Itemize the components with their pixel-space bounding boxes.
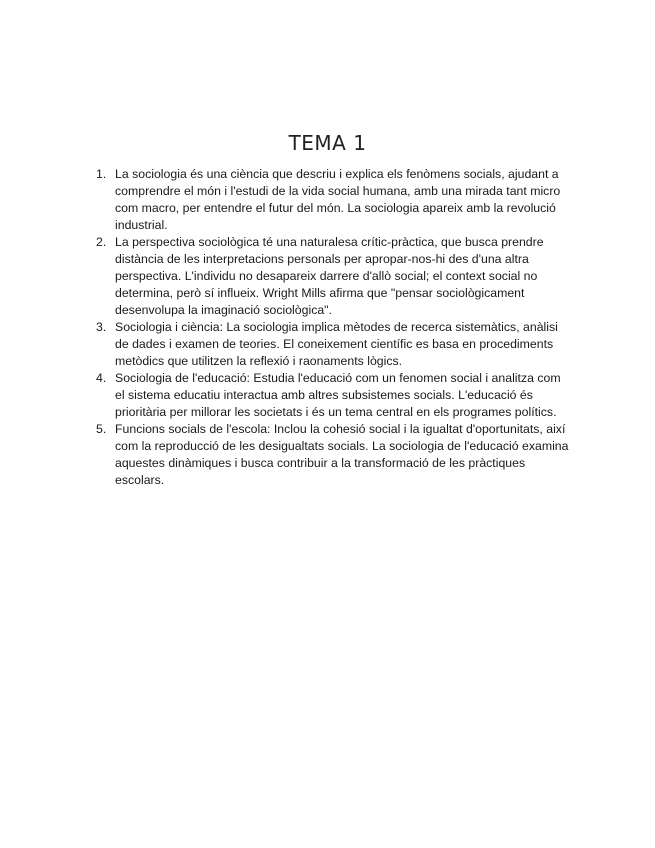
numbered-list xyxy=(92,166,572,489)
list-item-text: Sociologia de l'educació: Estudia l'educació com un fenomen social i analitza com el sistema educatiu interactua amb altres subsistemes socials. L'educació és prioritària per millorar les societats i és un tema central en els programes polítics. xyxy=(115,371,561,419)
list-item-number: 3. xyxy=(96,320,107,334)
page-title: TEMA 1 xyxy=(288,131,367,155)
list-item-text: La perspectiva sociològica té una naturalesa crític-pràctica, que busca prendre distància de les interpretacions personals per apropar-nos-hi des d'una altra perspectiva. L'individu no desapareix darrere d'allò social; el context social no determina, però sí influeix. Wright Mills afirma que "pensar sociològicament desenvolupa la imaginació sociològica". xyxy=(115,235,544,317)
list-item xyxy=(92,166,572,234)
list-item xyxy=(92,319,572,370)
list-item xyxy=(92,370,572,421)
list-item xyxy=(92,234,572,319)
list-item xyxy=(92,421,572,489)
list-item-number: 1. xyxy=(96,167,107,181)
list-item-text: Sociologia i ciència: La sociologia implica mètodes de recerca sistemàtics, anàlisi de dades i examen de teories. El coneixement científic es basa en procediments metòdics que utilitzen la reflexió i raonaments lògics. xyxy=(115,320,558,368)
list-item-text: La sociologia és una ciència que descriu i explica els fenòmens socials, ajudant a comprendre el món i l'estudi de la vida social humana, amb una mirada tant micro com macro, per entendre el futur del món. La sociologia apareix amb la revolució industrial. xyxy=(115,167,561,232)
list-item-number: 2. xyxy=(96,235,107,249)
list-item-text: Funcions socials de l'escola: Inclou la cohesió social i la igualtat d'oportunitats, així com la reproducció de les desigualtats socials. La sociologia de l'educació examina aquestes dinàmiques i busca contribuir a la transformació de les pràctiques escolars. xyxy=(115,422,569,487)
list-item-number: 5. xyxy=(96,422,107,436)
list-item-number: 4. xyxy=(96,371,107,385)
